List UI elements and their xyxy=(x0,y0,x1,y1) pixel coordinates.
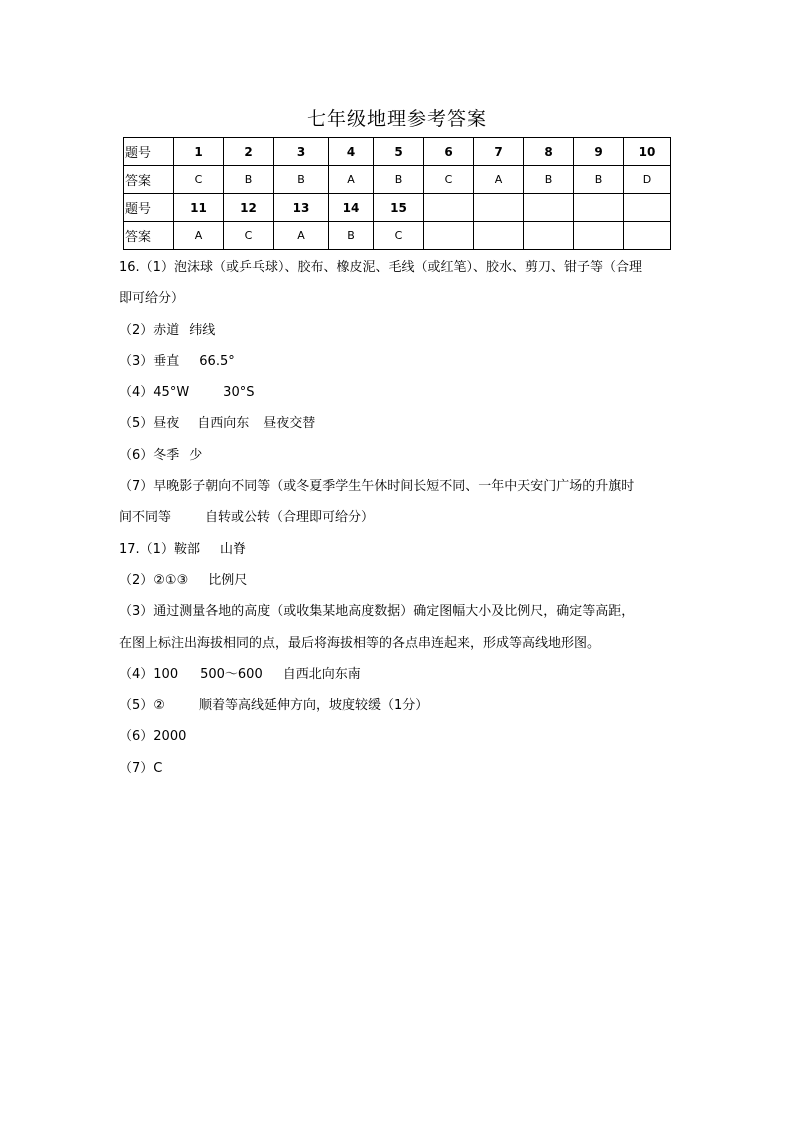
table-cell: B xyxy=(574,166,624,194)
table-cell xyxy=(474,222,524,250)
q17-part-6: （6）2000 xyxy=(119,729,187,745)
table-cell: C xyxy=(374,222,424,250)
q16-part-3 xyxy=(119,346,679,377)
q17-2-b: 比例尺 xyxy=(208,572,248,588)
table-cell: C xyxy=(224,222,274,250)
table-cell: 7 xyxy=(474,138,524,166)
q16-6-a: （6）冬季 xyxy=(119,447,180,463)
table-cell: 15 xyxy=(374,194,424,222)
q16-3-b: 66.5° xyxy=(199,353,235,369)
table-cell xyxy=(424,222,474,250)
q16-7-a: 间不同等 xyxy=(119,510,172,526)
q17-part-5 xyxy=(119,690,679,721)
q17-part-7: （7）C xyxy=(119,760,163,776)
table-cell: A xyxy=(174,222,224,250)
q16-part-4 xyxy=(119,377,679,408)
q17-part-3-line-1: （3）通过测量各地的高度（或收集某地高度数据）确定图幅大小及比例尺，确定等高距， xyxy=(119,604,635,620)
table-cell: 8 xyxy=(524,138,574,166)
table-cell: 5 xyxy=(374,138,424,166)
q17-1-b: 山脊 xyxy=(219,541,246,557)
table-cell: B xyxy=(329,222,374,250)
table-cell xyxy=(574,222,624,250)
answer-content xyxy=(119,252,679,784)
q16-5-c: 昼夜交替 xyxy=(263,416,316,432)
table-row xyxy=(124,138,671,166)
table-cell: 9 xyxy=(574,138,624,166)
q17-1-a: 17.（1）鞍部 xyxy=(119,541,200,557)
q16-2-a: （2）赤道 xyxy=(119,322,180,338)
table-cell xyxy=(524,222,574,250)
table-cell: 2 xyxy=(224,138,274,166)
q16-5-a: （5）昼夜 xyxy=(119,416,180,432)
q17-4-b: 500～600 xyxy=(200,666,263,682)
q17-2-a: （2）②①③ xyxy=(119,572,189,588)
row-label: 题号 xyxy=(124,138,174,166)
table-cell: B xyxy=(224,166,274,194)
table-cell: 11 xyxy=(174,194,224,222)
table-cell: 6 xyxy=(424,138,474,166)
table-cell: A xyxy=(329,166,374,194)
q17-part-2 xyxy=(119,565,679,596)
table-cell xyxy=(424,194,474,222)
table-cell: A xyxy=(474,166,524,194)
q17-part-1 xyxy=(119,534,679,565)
q16-5-b: 自西向东 xyxy=(197,416,250,432)
answer-table xyxy=(123,137,671,250)
table-cell: 4 xyxy=(329,138,374,166)
q16-3-a: （3）垂直 xyxy=(119,353,180,369)
table-cell: C xyxy=(174,166,224,194)
table-cell: B xyxy=(274,166,329,194)
table-cell: 3 xyxy=(274,138,329,166)
table-cell xyxy=(624,222,671,250)
q16-part-7-line-1: （7）早晚影子朝向不同等（或冬夏季学生午休时间长短不同、一年中天安门广场的升旗时 xyxy=(119,479,635,495)
q17-part-4 xyxy=(119,659,679,690)
row-label: 答案 xyxy=(124,222,174,250)
q16-part-5 xyxy=(119,408,679,439)
q16-4-b: 30°S xyxy=(223,385,255,401)
q16-part-2 xyxy=(119,315,679,346)
q16-part-6 xyxy=(119,440,679,471)
table-cell: C xyxy=(424,166,474,194)
table-cell: 10 xyxy=(624,138,671,166)
table-row xyxy=(124,222,671,250)
table-cell: 12 xyxy=(224,194,274,222)
table-cell xyxy=(574,194,624,222)
q17-4-c: 自西北向东南 xyxy=(282,666,361,682)
q16-line-1: 16.（1）泡沫球（或乒乓球）、胶布、橡皮泥、毛线（或红笔）、胶水、剪刀、钳子等（合理 xyxy=(119,260,642,275)
table-cell xyxy=(524,194,574,222)
table-cell: 1 xyxy=(174,138,224,166)
row-label: 答案 xyxy=(124,166,174,194)
q16-part-7-line-2 xyxy=(119,502,679,533)
q17-4-a: （4）100 xyxy=(119,666,179,682)
table-row xyxy=(124,166,671,194)
table-cell: A xyxy=(274,222,329,250)
q16-7-b: 自转或公转（合理即可给分） xyxy=(205,510,375,526)
row-label: 题号 xyxy=(124,194,174,222)
q16-4-a: （4）45°W xyxy=(119,385,190,401)
table-cell: 13 xyxy=(274,194,329,222)
table-cell: B xyxy=(524,166,574,194)
table-cell xyxy=(624,194,671,222)
table-cell xyxy=(474,194,524,222)
table-row xyxy=(124,194,671,222)
q16-line-2: 即可给分） xyxy=(119,291,185,307)
q17-5-a: （5）② xyxy=(119,698,165,714)
page-title: 七年级地理参考答案 xyxy=(306,108,487,130)
q16-6-b: 少 xyxy=(189,447,203,463)
table-cell: D xyxy=(624,166,671,194)
q17-5-b: 顺着等高线延伸方向，坡度较缓（1分） xyxy=(198,698,429,714)
table-cell: B xyxy=(374,166,424,194)
table-cell: 14 xyxy=(329,194,374,222)
q16-2-b: 纬线 xyxy=(189,322,216,338)
q17-part-3-line-2: 在图上标注出海拔相同的点，最后将海拔相等的各点串连起来，形成等高线地形图。 xyxy=(119,635,601,651)
